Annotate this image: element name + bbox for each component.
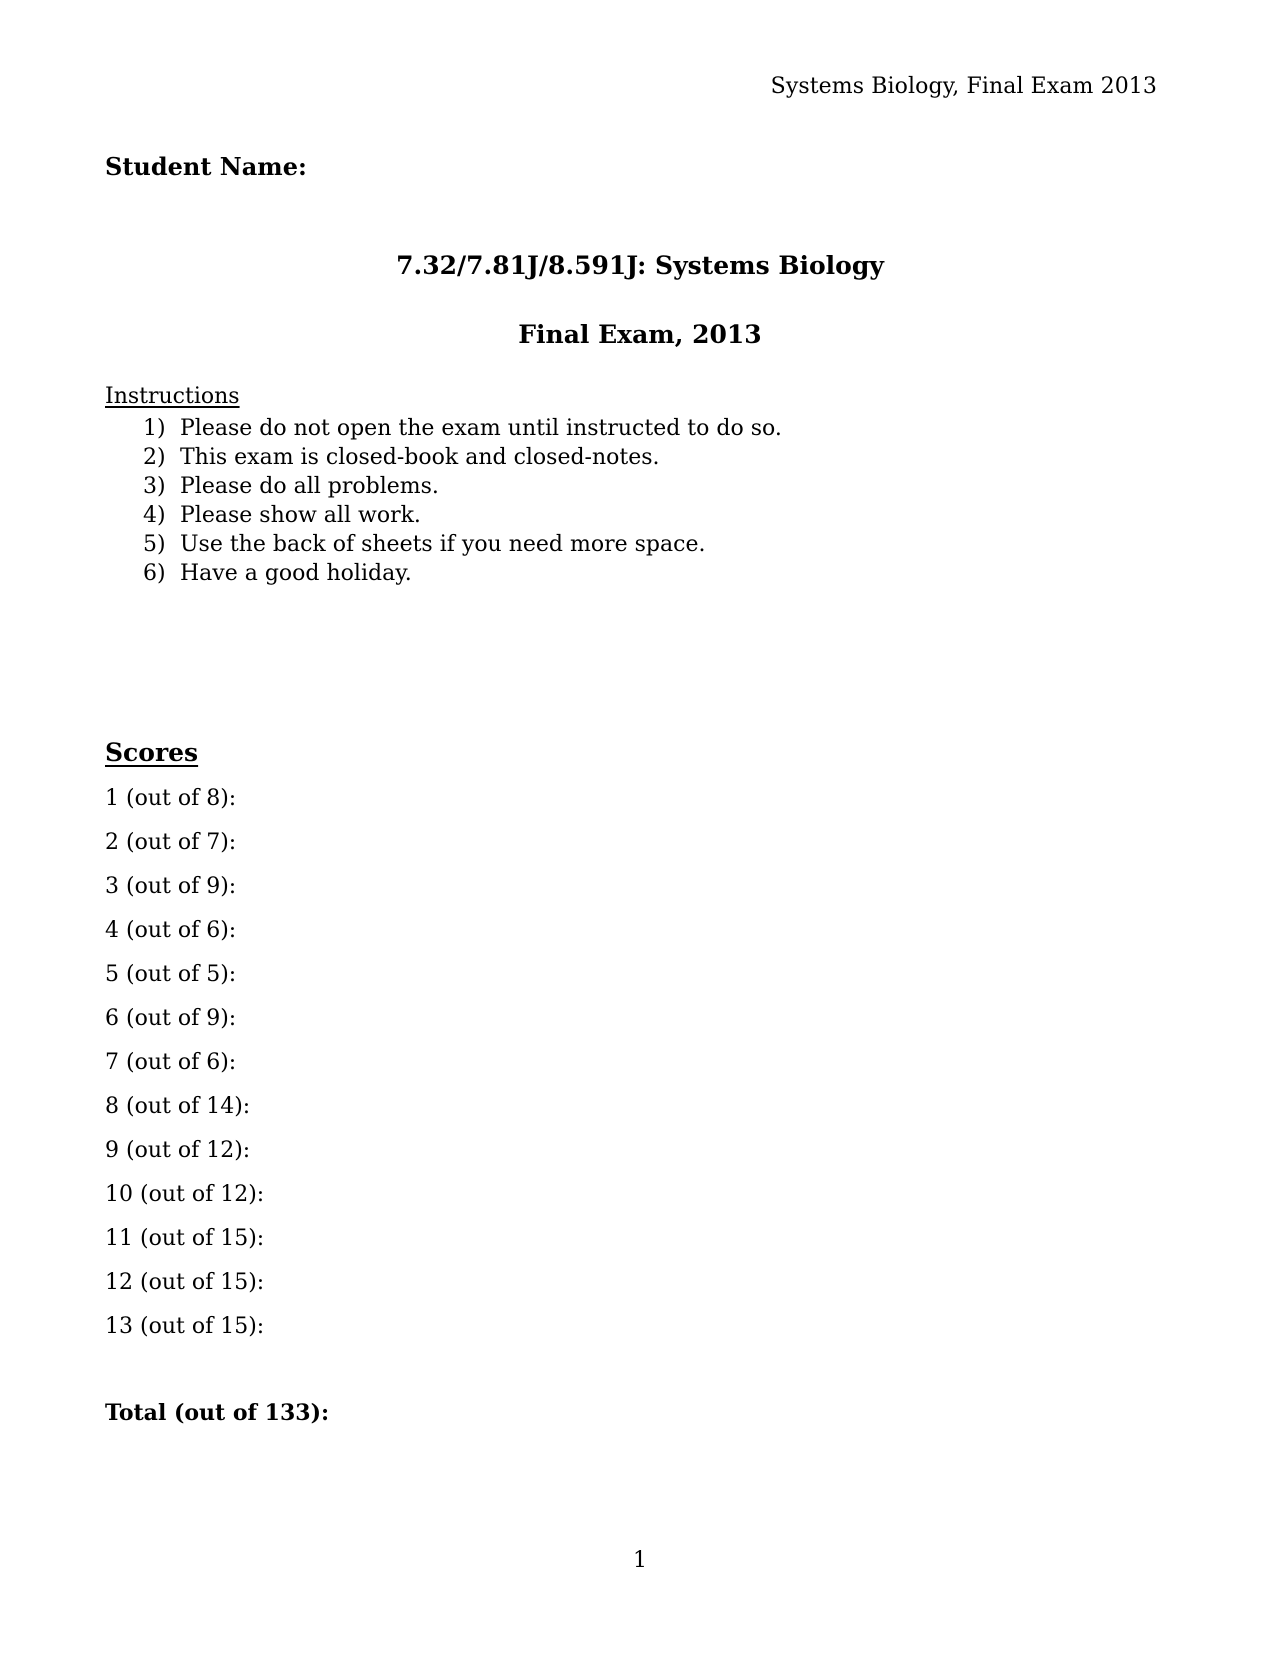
instruction-text: Please do not open the exam until instructed to do so. <box>180 416 782 441</box>
instruction-number: 2) <box>143 445 166 470</box>
score-line: 11 (out of 15): <box>105 1226 265 1251</box>
instruction-number: 3) <box>143 474 166 499</box>
score-line: 9 (out of 12): <box>105 1138 251 1163</box>
instruction-number: 6) <box>143 561 166 586</box>
score-line: 13 (out of 15): <box>105 1314 265 1339</box>
instruction-item <box>143 414 782 443</box>
instruction-text: Please show all work. <box>180 503 421 528</box>
instruction-item <box>143 530 782 559</box>
instruction-item <box>143 472 782 501</box>
instruction-number: 4) <box>143 503 166 528</box>
student-name-label: Student Name: <box>105 152 307 181</box>
instruction-text: This exam is closed-book and closed-notes. <box>180 445 660 470</box>
score-line: 5 (out of 5): <box>105 962 237 987</box>
instruction-text: Please do all problems. <box>180 474 439 499</box>
course-title: 7.32/7.81J/8.591J: Systems Biology <box>396 251 884 280</box>
instructions-heading: Instructions <box>105 384 240 409</box>
instruction-text: Use the back of sheets if you need more space. <box>180 532 706 557</box>
score-line: 6 (out of 9): <box>105 1006 237 1031</box>
scores-heading: Scores <box>105 738 199 767</box>
instruction-item <box>143 501 782 530</box>
scores-list <box>105 784 264 1356</box>
score-line: 8 (out of 14): <box>105 1094 251 1119</box>
page-number: 1 <box>633 1548 647 1573</box>
running-header: Systems Biology, Final Exam 2013 <box>770 74 1157 99</box>
instruction-number: 1) <box>143 416 166 441</box>
score-line: 2 (out of 7): <box>105 830 237 855</box>
score-line: 3 (out of 9): <box>105 874 237 899</box>
exam-title: Final Exam, 2013 <box>518 320 762 349</box>
score-line: 4 (out of 6): <box>105 918 237 943</box>
score-line: 10 (out of 12): <box>105 1182 265 1207</box>
score-line: 12 (out of 15): <box>105 1270 265 1295</box>
total-score-label: Total (out of 133): <box>105 1400 330 1426</box>
instruction-item <box>143 443 782 472</box>
instruction-number: 5) <box>143 532 166 557</box>
instruction-item <box>143 559 782 588</box>
score-line: 1 (out of 8): <box>105 786 237 811</box>
instructions-list <box>143 414 782 588</box>
score-line: 7 (out of 6): <box>105 1050 237 1075</box>
instruction-text: Have a good holiday. <box>180 561 412 586</box>
